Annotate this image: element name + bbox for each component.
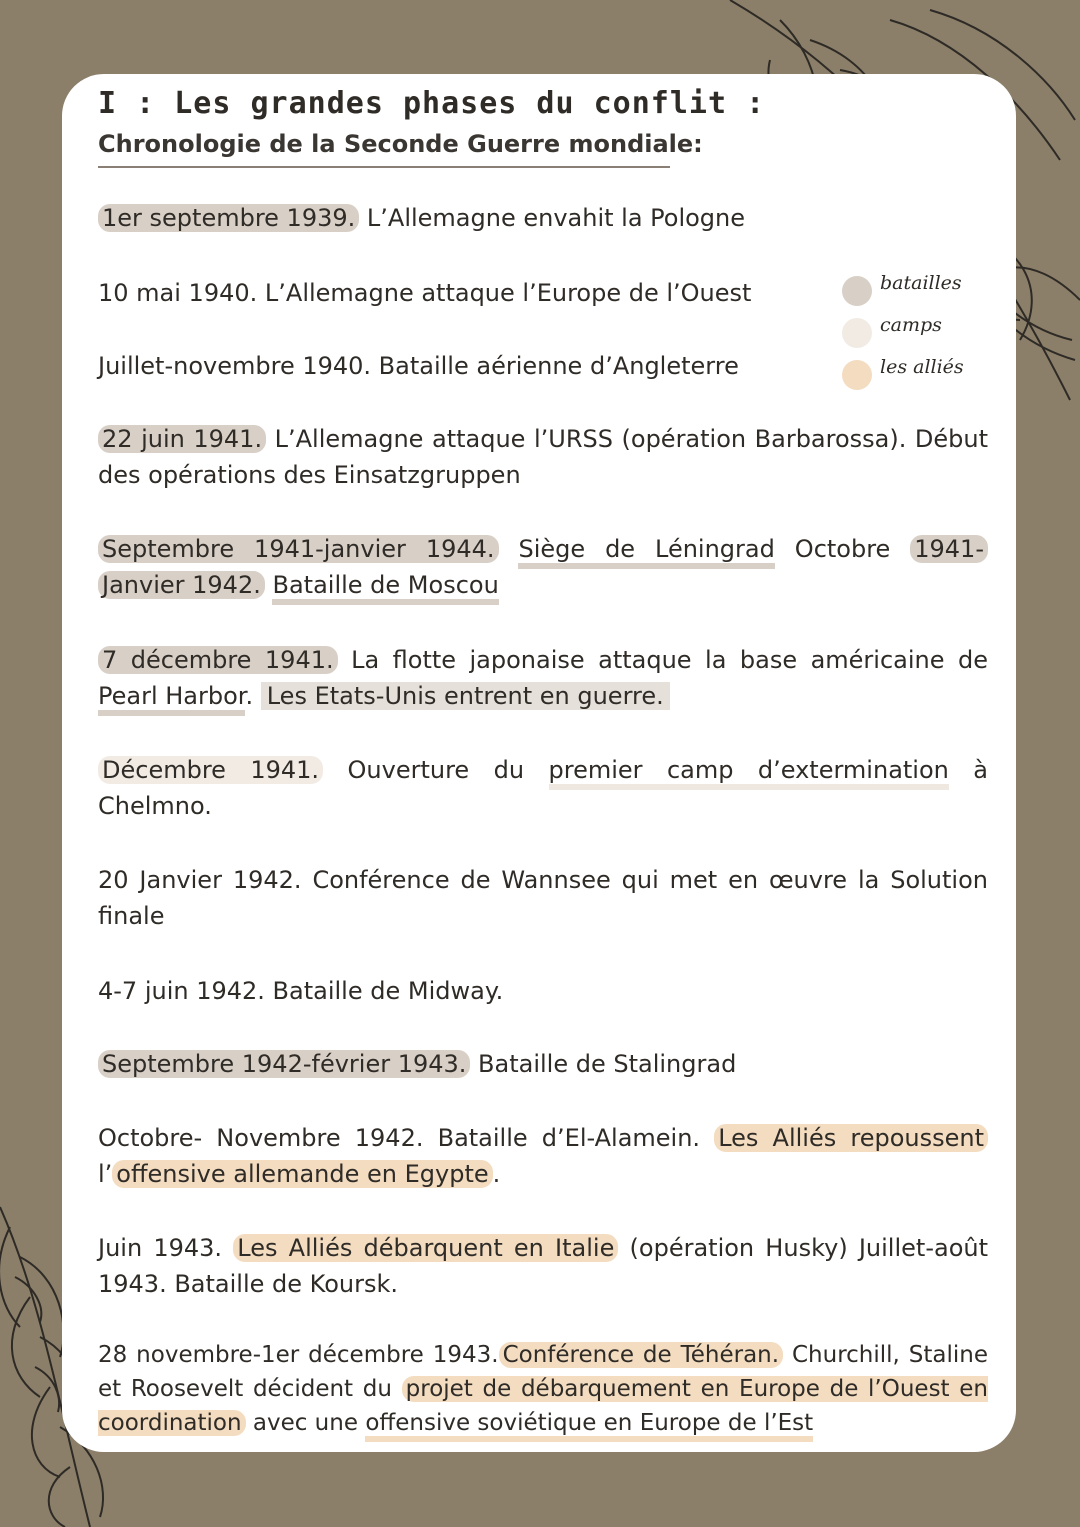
legend-label: les alliés	[880, 356, 964, 378]
entry-text: avec une	[245, 1410, 366, 1436]
entry-event: Bataille de Moscou	[272, 571, 498, 605]
entry-date: 10 mai 1940.	[98, 279, 258, 307]
timeline-entry	[98, 1338, 988, 1440]
entry-date: Janvier 1942.	[98, 571, 265, 599]
entry-date: Juillet-novembre 1940.	[98, 352, 372, 380]
entry-event: projet de débarquement en Europe de l’Ouest en coordination	[98, 1376, 988, 1436]
timeline-entry	[98, 642, 988, 714]
entry-date: 20 Janvier 1942.	[98, 866, 302, 894]
entry-text: (opération Husky) Juillet-août 1943. Bataille de Koursk.	[98, 1234, 988, 1298]
entry-date: 4-7 juin 1942.	[98, 977, 265, 1005]
entry-text: La flotte japonaise attaque la base américaine de	[337, 646, 988, 674]
entry-text: Octobre	[794, 535, 911, 563]
subtitle-underline	[98, 166, 670, 168]
timeline-entry	[98, 348, 818, 384]
entry-text: Bataille d’El-Alamein.	[423, 1124, 701, 1152]
timeline-entry	[98, 752, 988, 824]
entry-text: Conférence de Wannsee qui met en œuvre la Solution finale	[98, 866, 988, 930]
entry-date: Juin 1943.	[98, 1234, 223, 1262]
timeline-entry	[98, 973, 988, 1009]
entry-date: 22 juin 1941.	[98, 425, 266, 453]
entry-event: Les Alliés débarquent en Italie	[233, 1234, 618, 1262]
entry-text: L’Allemagne attaque l’URSS (opération Barbarossa). Début des opérations des Einsatzgruppen	[98, 425, 989, 489]
timeline-entry	[98, 531, 988, 603]
legend-label: camps	[880, 314, 942, 336]
entry-event: Les Etats-Unis entrent en guerre.	[261, 682, 670, 710]
timeline-entry	[98, 1120, 988, 1192]
page-subtitle: Chronologie de la Seconde Guerre mondiale:	[98, 130, 703, 158]
timeline-entry	[98, 862, 988, 934]
timeline-entry	[98, 421, 988, 493]
entry-date: Octobre- Novembre 1942.	[98, 1124, 424, 1152]
legend-swatch	[842, 360, 872, 390]
legend-swatch	[842, 276, 872, 306]
entry-text: Churchill, Staline et Roosevelt décident du	[98, 1342, 988, 1402]
entry-event: Les Alliés repoussent	[714, 1124, 988, 1152]
entry-text: Ouverture du	[323, 756, 549, 784]
entry-date: 1941-	[910, 535, 988, 563]
entry-date: Septembre 1942-février 1943.	[98, 1050, 470, 1078]
timeline-entry	[98, 1230, 988, 1302]
entry-event: offensive soviétique en Europe de l’Est	[365, 1410, 813, 1442]
entry-text: Bataille de Midway.	[264, 977, 504, 1005]
legend-swatch	[842, 318, 872, 348]
legend-label: batailles	[880, 272, 962, 294]
entry-text: L’Allemagne attaque l’Europe de l’Ouest	[257, 279, 752, 307]
entry-text: Bataille de Stalingrad	[470, 1050, 737, 1078]
entry-date: Décembre 1941.	[98, 756, 323, 784]
entry-text: .	[492, 1160, 501, 1188]
entry-place: Pearl Harbor	[98, 682, 245, 716]
timeline-entry	[98, 275, 818, 311]
entry-date: 7 décembre 1941.	[98, 646, 338, 674]
timeline-entry	[98, 1046, 988, 1082]
entry-date: 28 novembre-1er décembre 1943.	[98, 1342, 499, 1368]
entry-text: l’	[98, 1160, 113, 1188]
timeline-entry	[98, 200, 988, 236]
entry-event: offensive allemande en Egypte	[112, 1160, 492, 1188]
entry-text: à Chelmno.	[98, 756, 989, 820]
page-title: I : Les grandes phases du conflit :	[98, 86, 766, 121]
entry-event: premier camp d’extermination	[549, 756, 949, 790]
entry-event: Conférence de Téhéran.	[499, 1342, 783, 1368]
entry-text: L’Allemagne envahit la Pologne	[359, 204, 746, 232]
entry-text: Bataille aérienne d’Angleterre	[371, 352, 739, 380]
entry-date: 1er septembre 1939.	[98, 204, 359, 232]
entry-event: Siège de Léningrad	[518, 535, 774, 569]
entry-date: Septembre 1941-janvier 1944.	[98, 535, 499, 563]
entry-text: .	[245, 682, 261, 710]
